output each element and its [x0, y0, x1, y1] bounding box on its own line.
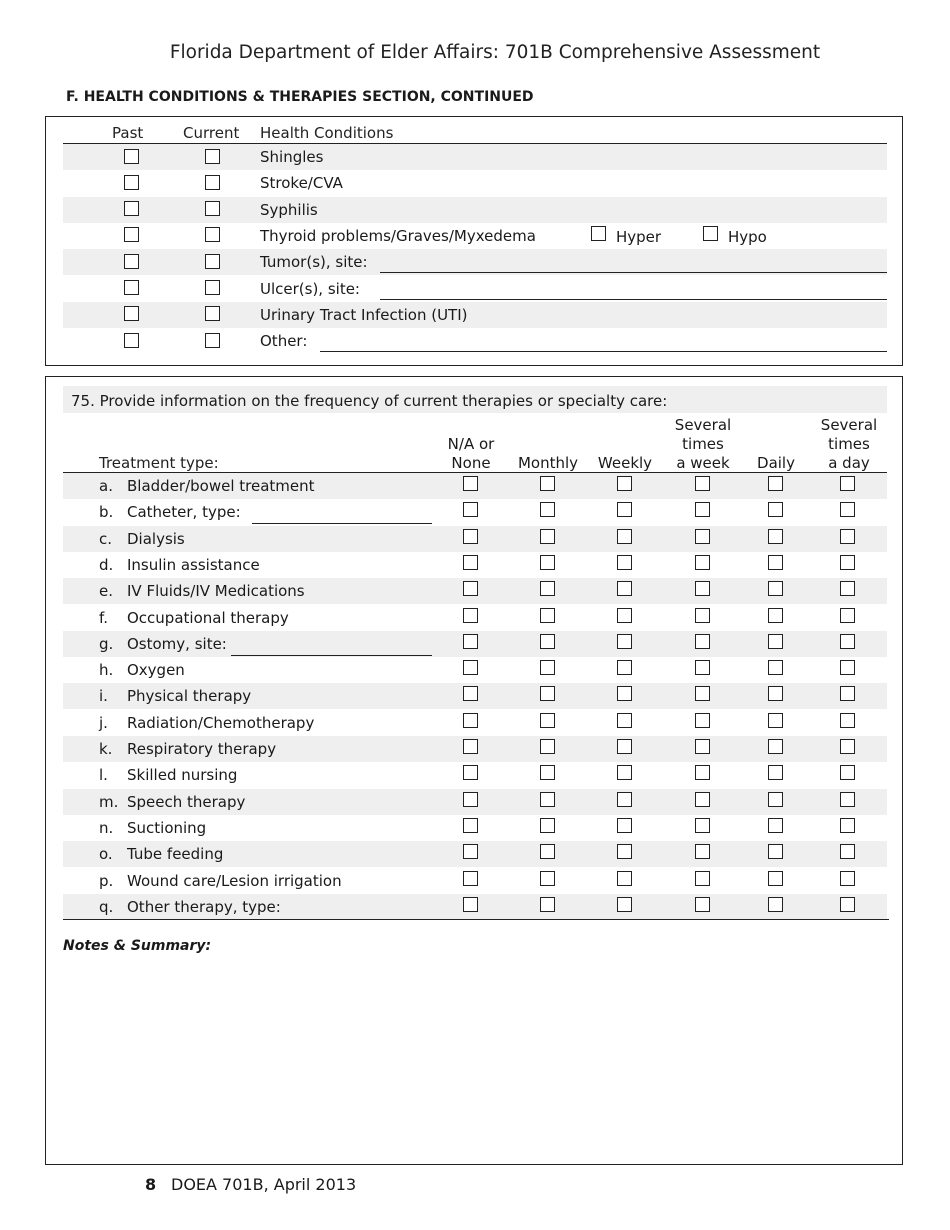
weekly-checkbox-insulin-assistance[interactable]	[617, 555, 632, 570]
therapy-letter: l.	[99, 766, 108, 785]
therapy-label-other-therapy-type: Other therapy, type:	[127, 897, 281, 916]
daily-checkbox-ostomy-site[interactable]	[768, 634, 783, 649]
therapy-letter: g.	[99, 634, 114, 653]
daily-checkbox-catheter-type[interactable]	[768, 502, 783, 517]
several-times-week-checkbox-bladder-bowel-treatment[interactable]	[695, 476, 710, 491]
condition-label-stroke-cva: Stroke/CVA	[260, 174, 343, 193]
therapy-letter: e.	[99, 582, 113, 601]
monthly-checkbox-skilled-nursing[interactable]	[540, 765, 555, 780]
na-none-checkbox-skilled-nursing[interactable]	[463, 765, 478, 780]
write-in-line-catheter-type[interactable]	[252, 523, 432, 524]
daily-checkbox-iv-fluids-iv-medications[interactable]	[768, 581, 783, 596]
weekly-checkbox-oxygen[interactable]	[617, 660, 632, 675]
several-times-day-checkbox-ostomy-site[interactable]	[840, 634, 855, 649]
therapy-label-tube-feeding: Tube feeding	[127, 845, 224, 864]
several-times-week-checkbox-occupational-therapy[interactable]	[695, 608, 710, 623]
therapy-letter: p.	[99, 871, 114, 890]
several-times-day-checkbox-insulin-assistance[interactable]	[840, 555, 855, 570]
current-checkbox-shingles[interactable]	[205, 149, 220, 164]
condition-row-uti	[63, 302, 887, 328]
na-none-checkbox-catheter-type[interactable]	[463, 502, 478, 517]
footer-form-id: DOEA 701B, April 2013	[171, 1175, 357, 1194]
treatment-type-header: Treatment type:	[99, 454, 219, 472]
current-column-header: Current	[183, 124, 240, 142]
monthly-column-header: Monthly	[517, 454, 579, 472]
notes-summary-label: Notes & Summary:	[63, 938, 212, 954]
health-conditions-header: Health Conditions	[260, 124, 394, 142]
therapy-letter: a.	[99, 477, 113, 495]
past-checkbox-tumor-site[interactable]	[124, 254, 139, 269]
several-times-week-column-header	[663, 416, 743, 473]
therapies-bottom-rule	[63, 919, 889, 920]
daily-checkbox-bladder-bowel-treatment[interactable]	[768, 476, 783, 491]
several-times-day-column-header	[809, 416, 889, 473]
several-times-day-checkbox-physical-therapy[interactable]	[840, 686, 855, 701]
sev-week-line3: a week	[676, 454, 730, 472]
several-times-week-checkbox-other-therapy-type[interactable]	[695, 897, 710, 912]
therapy-letter: d.	[99, 555, 114, 574]
page-title: Florida Department of Elder Affairs: 701B Comprehensive Assessment	[169, 42, 821, 63]
footer-page-number: 8	[145, 1175, 157, 1194]
weekly-checkbox-radiation-chemotherapy[interactable]	[617, 713, 632, 728]
therapy-letter: h.	[99, 661, 114, 680]
therapy-label-speech-therapy: Speech therapy	[127, 792, 246, 811]
current-checkbox-syphilis[interactable]	[205, 201, 220, 216]
question-75-text: 75. Provide information on the frequency of current therapies or specialty care:	[71, 392, 668, 410]
therapy-label-bladder-bowel-treatment: Bladder/bowel treatment	[127, 477, 315, 495]
therapy-label-oxygen: Oxygen	[127, 661, 185, 680]
condition-label-other: Other:	[260, 332, 308, 351]
daily-checkbox-skilled-nursing[interactable]	[768, 765, 783, 780]
na-none-checkbox-respiratory-therapy[interactable]	[463, 739, 478, 754]
monthly-checkbox-bladder-bowel-treatment[interactable]	[540, 476, 555, 491]
therapy-label-respiratory-therapy: Respiratory therapy	[127, 740, 277, 758]
several-times-week-checkbox-skilled-nursing[interactable]	[695, 765, 710, 780]
therapy-label-occupational-therapy: Occupational therapy	[127, 608, 289, 627]
therapy-label-insulin-assistance: Insulin assistance	[127, 555, 260, 574]
monthly-checkbox-iv-fluids-iv-medications[interactable]	[540, 581, 555, 596]
several-times-day-checkbox-oxygen[interactable]	[840, 660, 855, 675]
monthly-checkbox-ostomy-site[interactable]	[540, 634, 555, 649]
therapy-letter: c.	[99, 529, 113, 548]
na-none-checkbox-speech-therapy[interactable]	[463, 792, 478, 807]
several-times-day-checkbox-occupational-therapy[interactable]	[840, 608, 855, 623]
weekly-checkbox-catheter-type[interactable]	[617, 502, 632, 517]
several-times-week-checkbox-catheter-type[interactable]	[695, 502, 710, 517]
sev-day-line3: a day	[828, 454, 870, 472]
several-times-day-checkbox-speech-therapy[interactable]	[840, 792, 855, 807]
section-title: F. HEALTH CONDITIONS & THERAPIES SECTION, CONTINUED	[66, 89, 534, 105]
na-none-checkbox-bladder-bowel-treatment[interactable]	[463, 476, 478, 491]
weekly-checkbox-physical-therapy[interactable]	[617, 686, 632, 701]
condition-label-thyroid-problems: Thyroid problems/Graves/Myxedema	[260, 226, 536, 245]
daily-checkbox-occupational-therapy[interactable]	[768, 608, 783, 623]
several-times-week-checkbox-iv-fluids-iv-medications[interactable]	[695, 581, 710, 596]
past-column-header: Past	[112, 124, 144, 142]
na-none-checkbox-occupational-therapy[interactable]	[463, 608, 478, 623]
past-checkbox-shingles[interactable]	[124, 149, 139, 164]
daily-checkbox-other-therapy-type[interactable]	[768, 897, 783, 912]
condition-label-shingles: Shingles	[260, 148, 324, 166]
several-times-day-checkbox-suctioning[interactable]	[840, 818, 855, 833]
several-times-week-checkbox-speech-therapy[interactable]	[695, 792, 710, 807]
therapy-label-catheter-type: Catheter, type:	[127, 503, 241, 522]
monthly-checkbox-wound-care-lesion-irrigation[interactable]	[540, 871, 555, 886]
weekly-checkbox-wound-care-lesion-irrigation[interactable]	[617, 871, 632, 886]
sev-day-line1: Several	[820, 416, 878, 434]
hypo-checkbox[interactable]	[703, 226, 718, 241]
na-header-line2: None	[451, 454, 491, 472]
na-header-line1: N/A or	[447, 435, 495, 453]
several-times-day-checkbox-tube-feeding[interactable]	[840, 844, 855, 859]
condition-row-shingles	[63, 144, 887, 170]
monthly-checkbox-physical-therapy[interactable]	[540, 686, 555, 701]
monthly-checkbox-insulin-assistance[interactable]	[540, 555, 555, 570]
na-none-checkbox-dialysis[interactable]	[463, 529, 478, 544]
therapy-letter: k.	[99, 740, 113, 758]
weekly-checkbox-skilled-nursing[interactable]	[617, 765, 632, 780]
weekly-checkbox-tube-feeding[interactable]	[617, 844, 632, 859]
therapy-letter: i.	[99, 687, 108, 706]
therapy-label-skilled-nursing: Skilled nursing	[127, 766, 238, 785]
several-times-day-checkbox-dialysis[interactable]	[840, 529, 855, 544]
monthly-checkbox-speech-therapy[interactable]	[540, 792, 555, 807]
condition-label-ulcer-site: Ulcer(s), site:	[260, 279, 360, 298]
therapy-letter: n.	[99, 818, 114, 837]
na-none-checkbox-wound-care-lesion-irrigation[interactable]	[463, 871, 478, 886]
several-times-week-checkbox-respiratory-therapy[interactable]	[695, 739, 710, 754]
na-none-checkbox-suctioning[interactable]	[463, 818, 478, 833]
several-times-day-checkbox-iv-fluids-iv-medications[interactable]	[840, 581, 855, 596]
daily-checkbox-tube-feeding[interactable]	[768, 844, 783, 859]
daily-checkbox-respiratory-therapy[interactable]	[768, 739, 783, 754]
monthly-checkbox-catheter-type[interactable]	[540, 502, 555, 517]
write-in-line-ulcer-site[interactable]	[380, 299, 887, 300]
therapy-letter: q.	[99, 897, 114, 916]
weekly-checkbox-respiratory-therapy[interactable]	[617, 739, 632, 754]
monthly-checkbox-other-therapy-type[interactable]	[540, 897, 555, 912]
na-none-checkbox-oxygen[interactable]	[463, 660, 478, 675]
therapy-label-iv-fluids-iv-medications: IV Fluids/IV Medications	[127, 582, 305, 601]
monthly-checkbox-radiation-chemotherapy[interactable]	[540, 713, 555, 728]
daily-checkbox-speech-therapy[interactable]	[768, 792, 783, 807]
several-times-week-checkbox-suctioning[interactable]	[695, 818, 710, 833]
condition-label-uti: Urinary Tract Infection (UTI)	[260, 305, 468, 324]
several-times-week-checkbox-ostomy-site[interactable]	[695, 634, 710, 649]
na-none-checkbox-physical-therapy[interactable]	[463, 686, 478, 701]
therapy-letter: f.	[99, 608, 108, 627]
past-checkbox-uti[interactable]	[124, 306, 139, 321]
current-checkbox-thyroid-problems[interactable]	[205, 227, 220, 242]
several-times-week-checkbox-tube-feeding[interactable]	[695, 844, 710, 859]
hypo-label: Hypo	[728, 227, 767, 246]
daily-checkbox-insulin-assistance[interactable]	[768, 555, 783, 570]
monthly-checkbox-dialysis[interactable]	[540, 529, 555, 544]
na-none-checkbox-radiation-chemotherapy[interactable]	[463, 713, 478, 728]
weekly-checkbox-occupational-therapy[interactable]	[617, 608, 632, 623]
weekly-checkbox-bladder-bowel-treatment[interactable]	[617, 476, 632, 491]
therapy-letter: j.	[99, 713, 108, 732]
weekly-checkbox-dialysis[interactable]	[617, 529, 632, 544]
therapy-label-radiation-chemotherapy: Radiation/Chemotherapy	[127, 713, 315, 732]
monthly-checkbox-suctioning[interactable]	[540, 818, 555, 833]
several-times-day-checkbox-catheter-type[interactable]	[840, 502, 855, 517]
daily-checkbox-physical-therapy[interactable]	[768, 686, 783, 701]
sev-week-line1: Several	[674, 416, 732, 434]
na-none-checkbox-iv-fluids-iv-medications[interactable]	[463, 581, 478, 596]
several-times-day-checkbox-wound-care-lesion-irrigation[interactable]	[840, 871, 855, 886]
na-none-checkbox-ostomy-site[interactable]	[463, 634, 478, 649]
daily-column-header: Daily	[757, 454, 795, 472]
several-times-day-checkbox-other-therapy-type[interactable]	[840, 897, 855, 912]
several-times-day-checkbox-respiratory-therapy[interactable]	[840, 739, 855, 754]
condition-label-tumor-site: Tumor(s), site:	[260, 253, 368, 272]
na-none-checkbox-tube-feeding[interactable]	[463, 844, 478, 859]
weekly-checkbox-suctioning[interactable]	[617, 818, 632, 833]
na-none-column-header	[436, 435, 506, 473]
weekly-checkbox-speech-therapy[interactable]	[617, 792, 632, 807]
therapy-label-wound-care-lesion-irrigation: Wound care/Lesion irrigation	[127, 871, 342, 890]
weekly-column-header: Weekly	[597, 454, 653, 472]
several-times-week-checkbox-physical-therapy[interactable]	[695, 686, 710, 701]
past-checkbox-ulcer-site[interactable]	[124, 280, 139, 295]
several-times-week-checkbox-wound-care-lesion-irrigation[interactable]	[695, 871, 710, 886]
several-times-day-checkbox-bladder-bowel-treatment[interactable]	[840, 476, 855, 491]
monthly-checkbox-occupational-therapy[interactable]	[540, 608, 555, 623]
condition-row-stroke-cva	[63, 170, 887, 196]
past-checkbox-syphilis[interactable]	[124, 201, 139, 216]
therapy-label-dialysis: Dialysis	[127, 529, 185, 548]
past-checkbox-stroke-cva[interactable]	[124, 175, 139, 190]
daily-checkbox-suctioning[interactable]	[768, 818, 783, 833]
past-checkbox-other[interactable]	[124, 333, 139, 348]
sev-week-line2: times	[682, 435, 724, 453]
hyper-label: Hyper	[616, 227, 662, 246]
therapy-label-ostomy-site: Ostomy, site:	[127, 634, 227, 653]
daily-checkbox-oxygen[interactable]	[768, 660, 783, 675]
monthly-checkbox-oxygen[interactable]	[540, 660, 555, 675]
therapy-label-physical-therapy: Physical therapy	[127, 687, 252, 706]
write-in-line-other[interactable]	[320, 351, 887, 352]
several-times-week-checkbox-oxygen[interactable]	[695, 660, 710, 675]
monthly-checkbox-respiratory-therapy[interactable]	[540, 739, 555, 754]
several-times-week-checkbox-insulin-assistance[interactable]	[695, 555, 710, 570]
current-checkbox-stroke-cva[interactable]	[205, 175, 220, 190]
weekly-checkbox-other-therapy-type[interactable]	[617, 897, 632, 912]
therapy-label-suctioning: Suctioning	[127, 818, 207, 837]
current-checkbox-tumor-site[interactable]	[205, 254, 220, 269]
therapy-letter: m.	[99, 792, 119, 811]
na-none-checkbox-insulin-assistance[interactable]	[463, 555, 478, 570]
therapy-letter: o.	[99, 845, 113, 864]
past-checkbox-thyroid-problems[interactable]	[124, 227, 139, 242]
several-times-week-checkbox-radiation-chemotherapy[interactable]	[695, 713, 710, 728]
several-times-week-checkbox-dialysis[interactable]	[695, 529, 710, 544]
write-in-line-tumor-site[interactable]	[380, 272, 887, 273]
several-times-day-checkbox-radiation-chemotherapy[interactable]	[840, 713, 855, 728]
condition-row-syphilis	[63, 197, 887, 223]
na-none-checkbox-other-therapy-type[interactable]	[463, 897, 478, 912]
daily-checkbox-radiation-chemotherapy[interactable]	[768, 713, 783, 728]
hyper-checkbox[interactable]	[591, 226, 606, 241]
monthly-checkbox-tube-feeding[interactable]	[540, 844, 555, 859]
several-times-day-checkbox-skilled-nursing[interactable]	[840, 765, 855, 780]
weekly-checkbox-iv-fluids-iv-medications[interactable]	[617, 581, 632, 596]
sev-day-line2: times	[828, 435, 870, 453]
current-checkbox-uti[interactable]	[205, 306, 220, 321]
condition-label-syphilis: Syphilis	[260, 200, 318, 219]
current-checkbox-other[interactable]	[205, 333, 220, 348]
therapy-letter: b.	[99, 503, 114, 522]
write-in-line-ostomy-site[interactable]	[231, 655, 432, 656]
current-checkbox-ulcer-site[interactable]	[205, 280, 220, 295]
daily-checkbox-wound-care-lesion-irrigation[interactable]	[768, 871, 783, 886]
weekly-checkbox-ostomy-site[interactable]	[617, 634, 632, 649]
daily-checkbox-dialysis[interactable]	[768, 529, 783, 544]
